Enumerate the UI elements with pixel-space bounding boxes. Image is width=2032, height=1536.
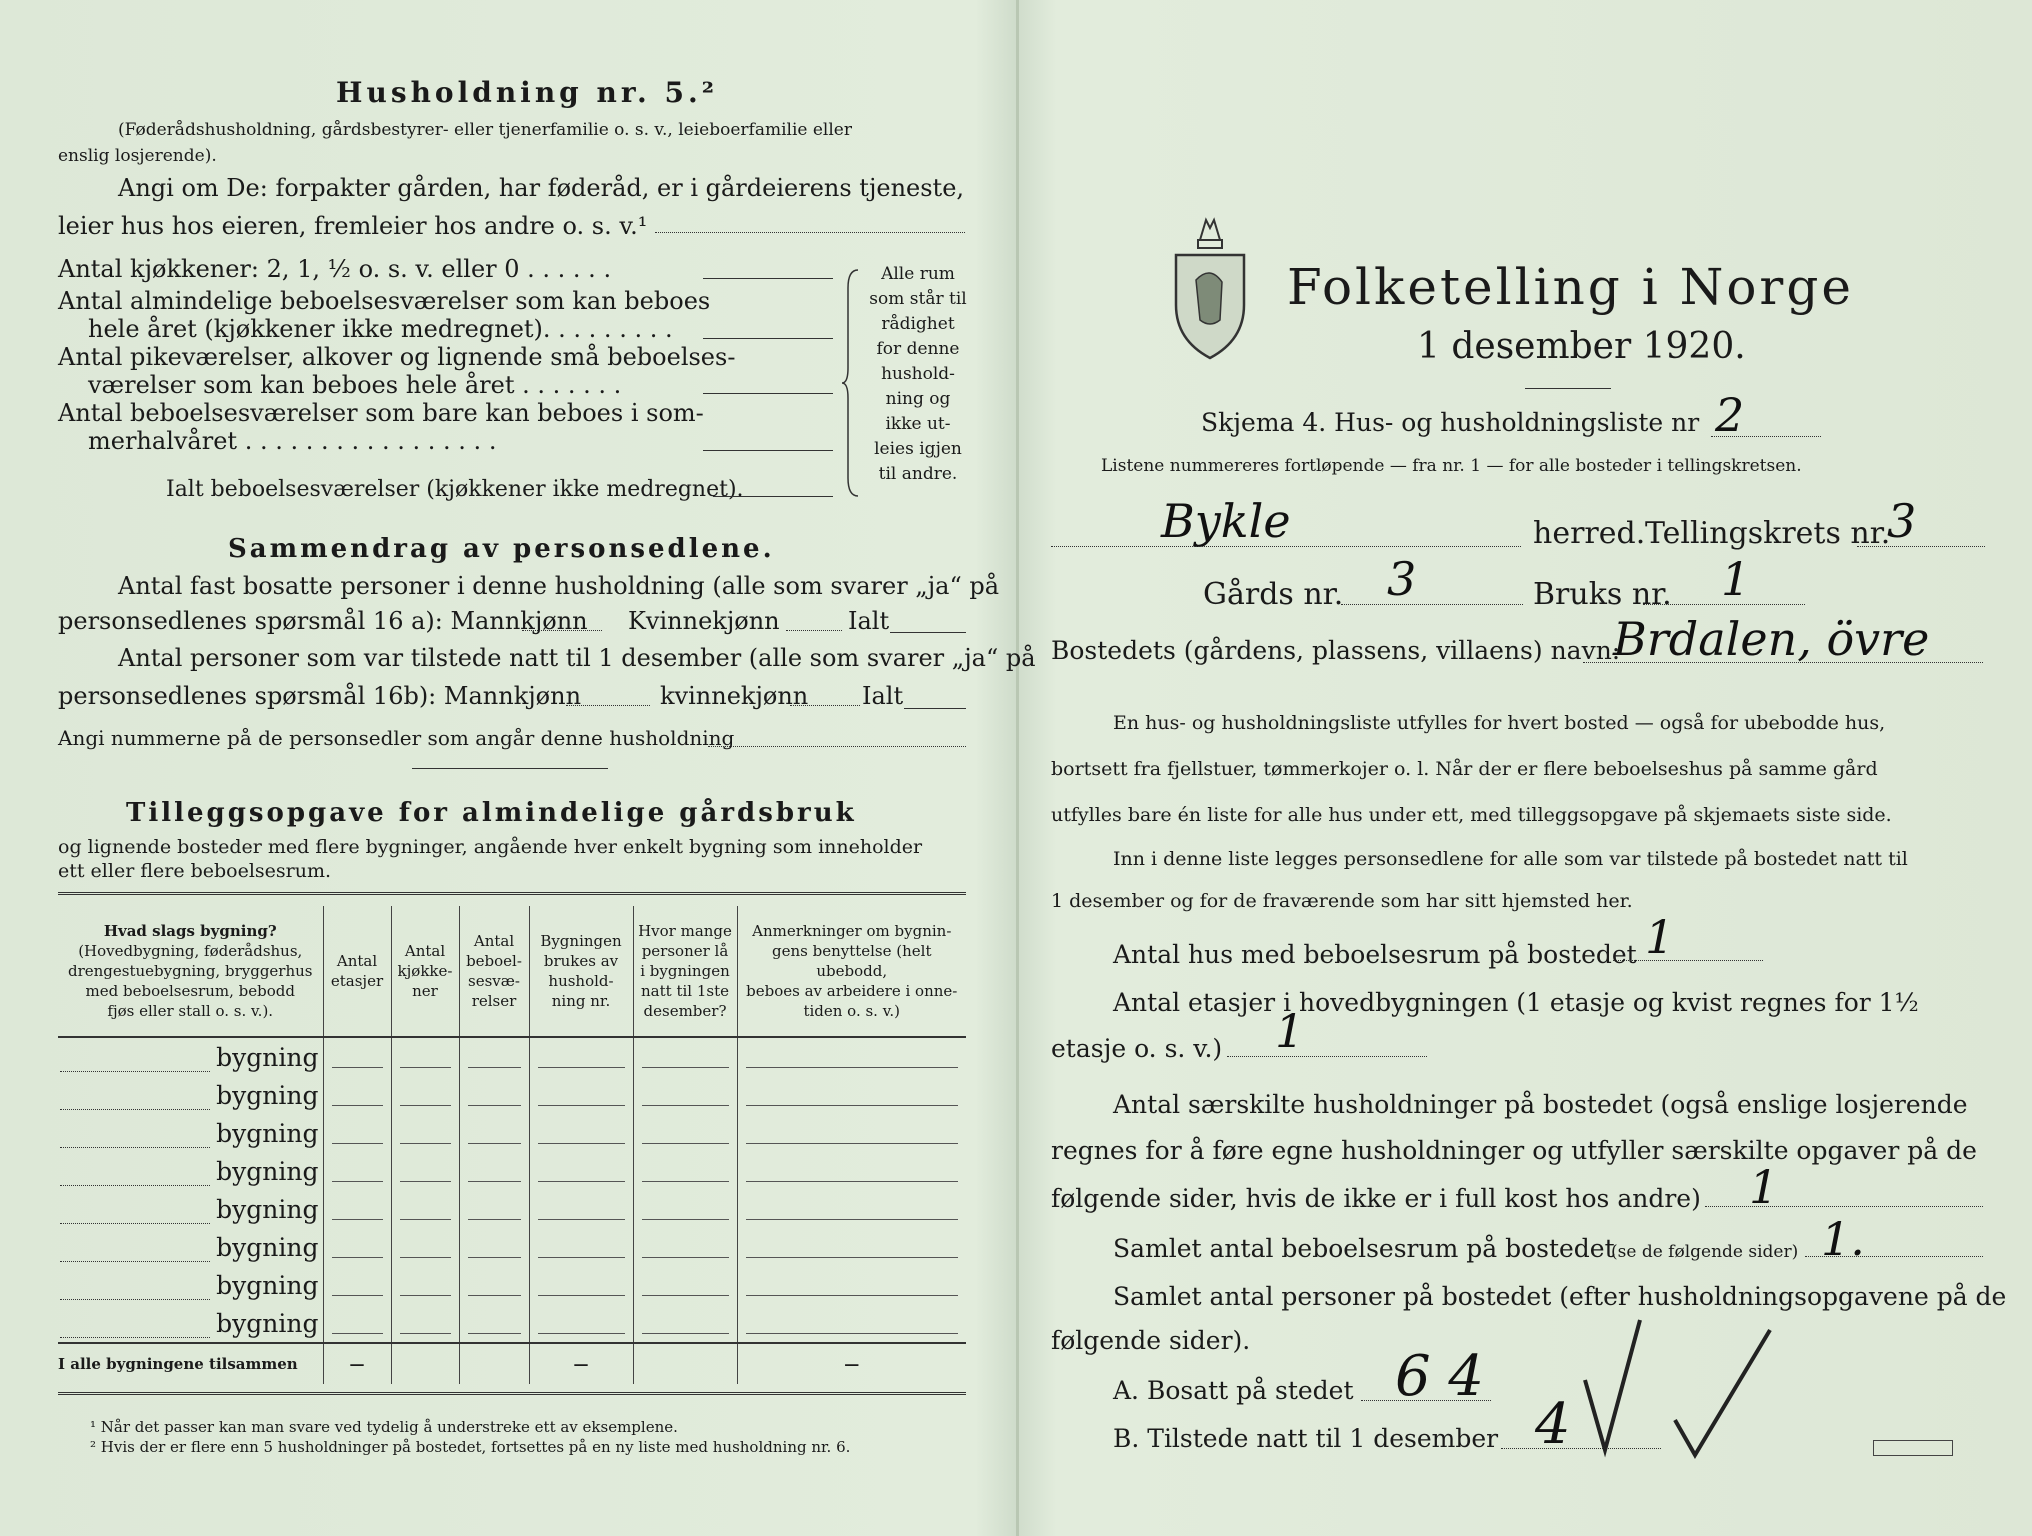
cell-line	[746, 1333, 959, 1334]
col-header-kitchens	[391, 906, 459, 1037]
cell-line	[400, 1181, 451, 1182]
total-row-rooms	[459, 1343, 529, 1384]
cell-line	[538, 1105, 625, 1106]
building-cell[interactable]	[391, 1037, 459, 1076]
building-cell[interactable]	[459, 1266, 529, 1304]
building-type-cell[interactable]	[58, 1190, 323, 1228]
building-cell[interactable]	[737, 1114, 966, 1152]
cell-line	[642, 1105, 729, 1106]
building-cell[interactable]	[391, 1114, 459, 1152]
building-cell[interactable]	[391, 1152, 459, 1190]
households-line[interactable]	[1705, 1206, 1983, 1207]
building-cell[interactable]	[633, 1037, 737, 1076]
total-present-label: Ialt	[862, 682, 904, 710]
floors-label-b: etasje o. s. v.)	[1051, 1034, 1223, 1063]
cell-line	[642, 1067, 729, 1068]
census-date: 1 desember 1920.	[1417, 326, 1746, 367]
household-paren-2: enslig losjerende).	[58, 146, 217, 166]
cell-line	[538, 1219, 625, 1220]
schema-number: 2	[1715, 388, 1745, 442]
building-row	[58, 1037, 966, 1076]
col-header-line: Antal	[404, 942, 446, 960]
building-type-cell[interactable]	[58, 1266, 323, 1304]
cell-line	[468, 1257, 521, 1258]
cell-line	[642, 1143, 729, 1144]
building-type-line[interactable]	[60, 1109, 210, 1110]
houses-label: Antal hus med beboelsesrum på bostedet	[1113, 940, 1637, 969]
col-header-line: brukes av	[543, 952, 619, 970]
cell-line	[746, 1067, 959, 1068]
col-header-line: ning nr.	[551, 992, 611, 1010]
brace-note-line: leies igjen	[874, 439, 962, 459]
persons-label-a: Samlet antal personer på bostedet (efter husholdningsopgavene på de	[1113, 1282, 2007, 1311]
footnote-2: ² Hvis der er flere enn 5 husholdninger på bostedet, fortsettes på en ny liste med husholdning nr. 6.	[90, 1438, 851, 1456]
cell-line	[642, 1295, 729, 1296]
cell-line	[332, 1333, 383, 1334]
building-type-line[interactable]	[60, 1299, 210, 1300]
building-cell[interactable]	[529, 1190, 633, 1228]
building-row	[58, 1266, 966, 1304]
total-label: Ialt	[848, 607, 890, 635]
building-row	[58, 1152, 966, 1190]
cell-line	[746, 1143, 959, 1144]
col-header-line: med beboelsesrum, bebodd	[85, 982, 295, 1000]
angi-line-1: Angi om De: forpakter gården, har føderåd, er i gårdeierens tjeneste,	[118, 174, 965, 202]
total-resident-field[interactable]	[890, 632, 966, 633]
brace-note	[868, 262, 968, 487]
col-header-line: desember?	[643, 1002, 727, 1020]
building-cell[interactable]	[529, 1266, 633, 1304]
col-header-line: natt til 1ste	[641, 982, 729, 1000]
male-present-field[interactable]	[566, 705, 650, 706]
summary-heading: Sammendrag av personsedlene.	[228, 534, 775, 564]
unit-number-label: Bruks nr.	[1533, 577, 1672, 612]
building-cell[interactable]	[459, 1304, 529, 1343]
instructions-line-4: Inn i denne liste legges personsedlene for alle som var tilstede på bostedet natt til	[1113, 848, 1908, 870]
households-value: 1	[1749, 1160, 1779, 1214]
building-type-cell[interactable]	[58, 1076, 323, 1114]
col-header-rooms	[459, 906, 529, 1037]
cell-line	[332, 1257, 383, 1258]
building-type-line[interactable]	[60, 1147, 210, 1148]
col-header-line: Hvad slags bygning?	[103, 922, 277, 940]
col-header-line: beboel-	[466, 952, 522, 970]
col-header-remarks	[737, 906, 966, 1037]
cell-line	[400, 1105, 451, 1106]
summer-rooms-label-a: Antal beboelsesværelser som bare kan beboes i som-	[58, 399, 704, 427]
building-label: bygning	[216, 1118, 319, 1148]
cell-line	[746, 1181, 959, 1182]
building-type-cell[interactable]	[58, 1037, 323, 1076]
persons-label-b: følgende sider).	[1051, 1326, 1251, 1355]
building-type-line[interactable]	[60, 1337, 210, 1338]
cell-line	[538, 1257, 625, 1258]
cell-line	[642, 1333, 729, 1334]
col-header-line: gens benyttelse (helt ubebodd,	[771, 942, 932, 980]
cell-line	[468, 1219, 521, 1220]
cell-line	[468, 1181, 521, 1182]
col-header-line: fjøs eller stall o. s. v.).	[107, 1002, 274, 1020]
district-number: 3	[1887, 494, 1917, 548]
col-header-line: ner	[412, 982, 438, 1000]
building-cell[interactable]	[529, 1076, 633, 1114]
total-row-label: I alle bygningene tilsammen	[58, 1343, 323, 1384]
brace-note-line: rådighet	[881, 314, 955, 334]
building-cell[interactable]	[323, 1076, 391, 1114]
summer-rooms-field[interactable]	[703, 450, 833, 451]
building-label: bygning	[216, 1270, 319, 1300]
kitchens-label: Antal kjøkkener: 2, 1, ½ o. s. v. eller 0 . . . . . .	[58, 255, 612, 283]
schema-number-line[interactable]	[1711, 436, 1821, 437]
building-cell[interactable]	[459, 1037, 529, 1076]
col-header-type	[58, 906, 323, 1037]
building-type-line[interactable]	[60, 1185, 210, 1186]
floors-value: 1	[1275, 1004, 1305, 1058]
building-label: bygning	[216, 1080, 319, 1110]
farm-number-line[interactable]	[1341, 604, 1523, 605]
cell-line	[332, 1105, 383, 1106]
building-cell[interactable]	[323, 1266, 391, 1304]
building-cell[interactable]	[459, 1152, 529, 1190]
building-cell[interactable]	[459, 1114, 529, 1152]
building-label: bygning	[216, 1042, 319, 1072]
total-rooms-right-line[interactable]	[1805, 1256, 1983, 1257]
rooms-label-b: hele året (kjøkkener ikke medregnet). . . . . . . . .	[88, 315, 673, 343]
floors-line[interactable]	[1227, 1056, 1427, 1057]
building-cell[interactable]	[737, 1190, 966, 1228]
cell-line	[332, 1067, 383, 1068]
household-paren-1: (Føderådshusholdning, gårdsbestyrer- eller tjenerfamilie o. s. v., leieboerfamilie eller	[118, 120, 852, 140]
col-header-line: personer lå	[641, 942, 729, 960]
building-cell[interactable]	[391, 1304, 459, 1343]
summary-line-3: Antal personer som var tilstede natt til 1 desember (alle som svarer „ja“ på	[118, 644, 1036, 672]
cell-line	[400, 1295, 451, 1296]
cell-line	[468, 1333, 521, 1334]
total-row-floors: —	[323, 1343, 391, 1384]
place-name-line[interactable]	[1583, 662, 1983, 663]
resident-line[interactable]	[1361, 1400, 1491, 1401]
summary-line-1: Antal fast bosatte personer i denne husholdning (alle som svarer „ja“ på	[118, 572, 1000, 600]
col-header-line: Antal	[336, 952, 378, 970]
cell-line	[400, 1143, 451, 1144]
present-value: 4	[1535, 1392, 1571, 1457]
angi-answer-line[interactable]	[655, 232, 965, 233]
col-header-line: drengestuebygning, bryggerhus	[67, 962, 313, 980]
unit-number: 1	[1721, 552, 1751, 606]
table-top-rule	[58, 892, 966, 895]
col-header-line: Antal	[473, 932, 515, 950]
district-line[interactable]	[1857, 546, 1985, 547]
brace-note-line: ning og	[885, 389, 951, 409]
building-cell[interactable]	[737, 1266, 966, 1304]
male-resident-field[interactable]	[522, 630, 602, 631]
cell-line	[538, 1067, 625, 1068]
summary-line-2: personsedlenes spørsmål 16 a): Mannkjønn	[58, 607, 588, 635]
page-fold	[1016, 0, 1019, 1536]
resident-value: 6 4	[1395, 1344, 1485, 1409]
cell-line	[332, 1295, 383, 1296]
houses-value: 1	[1645, 910, 1675, 964]
households-label-c: følgende sider, hvis de ikke er i full kost hos andre)	[1051, 1184, 1701, 1213]
cell-line	[468, 1295, 521, 1296]
total-rooms-right-note: (se de følgende sider)	[1611, 1242, 1799, 1262]
col-header-line: etasjer	[330, 972, 384, 990]
cell-line	[400, 1333, 451, 1334]
printer-stamp	[1873, 1440, 1953, 1456]
angi-line-2: leier hus hos eieren, fremleier hos andre o. s. v.¹	[58, 212, 648, 240]
cell-line	[468, 1105, 521, 1106]
kitchens-field[interactable]	[703, 278, 833, 279]
building-cell[interactable]	[737, 1076, 966, 1114]
summary-line-4: personsedlenes spørsmål 16b): Mannkjønn	[58, 682, 582, 710]
checkmarks-icon	[1565, 1310, 1805, 1460]
small-rooms-label-b: værelser som kan beboes hele året . . . . . . .	[88, 371, 622, 399]
cell-line	[400, 1067, 451, 1068]
cell-line	[538, 1181, 625, 1182]
building-label: bygning	[216, 1156, 319, 1186]
building-cell[interactable]	[459, 1076, 529, 1114]
building-cell[interactable]	[529, 1114, 633, 1152]
cell-line	[746, 1105, 959, 1106]
cell-line	[468, 1143, 521, 1144]
building-type-cell[interactable]	[58, 1152, 323, 1190]
col-header-line: kjøkke-	[397, 962, 453, 980]
female-label: Kvinnekjønn	[628, 607, 780, 635]
building-cell[interactable]	[529, 1304, 633, 1343]
farm-number: 3	[1387, 552, 1417, 606]
building-cell[interactable]	[391, 1266, 459, 1304]
col-header-line: hushold-	[548, 972, 614, 990]
buildings-table	[58, 906, 966, 1384]
building-row	[58, 1190, 966, 1228]
col-header-line: Hvor mange	[638, 922, 732, 940]
col-header-line: Anmerkninger om bygnin-	[752, 922, 952, 940]
building-cell[interactable]	[391, 1076, 459, 1114]
building-cell[interactable]	[633, 1228, 737, 1266]
norwegian-coat-of-arms-icon	[1170, 210, 1250, 360]
female-resident-field[interactable]	[786, 630, 842, 631]
building-cell[interactable]	[633, 1190, 737, 1228]
rooms-label-a: Antal almindelige beboelsesværelser som kan beboes	[58, 287, 711, 315]
col-header-line: relser	[471, 992, 517, 1010]
brace-note-line: ikke ut-	[885, 414, 951, 434]
building-cell[interactable]	[323, 1037, 391, 1076]
col-header-line: Bygningen	[540, 932, 622, 950]
col-header-line: i bygningen	[640, 962, 730, 980]
table-bottom-rule	[58, 1392, 966, 1395]
numbering-note: Listene nummereres fortløpende — fra nr. 1 — for alle bosteder i tellingskretsen.	[1101, 456, 1802, 476]
instructions-line-5: 1 desember og for de fraværende som har sitt hjemsted her.	[1051, 890, 1633, 912]
footnote-1: ¹ Når det passer kan man svare ved tydelig å understreke ett av eksemplene.	[90, 1418, 678, 1436]
total-present-field[interactable]	[904, 708, 966, 709]
place-name-value: Brdalen, övre	[1613, 612, 1930, 666]
herred-label: herred.	[1533, 516, 1646, 551]
building-type-line[interactable]	[60, 1261, 210, 1262]
total-rooms-field[interactable]	[713, 496, 833, 497]
col-header-line: tiden o. s. v.)	[803, 1002, 901, 1020]
instructions-line-3: utfylles bare én liste for alle hus under ett, med tilleggsopgave på skjemaets siste side.	[1051, 804, 1892, 826]
building-cell[interactable]	[633, 1114, 737, 1152]
cell-line	[332, 1143, 383, 1144]
households-label-b: regnes for å føre egne husholdninger og utfyller særskilte opgaver på de	[1051, 1136, 1977, 1165]
households-label-a: Antal særskilte husholdninger på bostedet (også enslige losjerende	[1113, 1090, 1968, 1119]
cell-line	[746, 1219, 959, 1220]
building-type-cell[interactable]	[58, 1228, 323, 1266]
supplement-heading: Tilleggsopgave for almindelige gårdsbruk	[126, 798, 857, 828]
present-label: B. Tilstede natt til 1 desember	[1113, 1424, 1499, 1453]
building-cell[interactable]	[323, 1114, 391, 1152]
brace-note-line: til andre.	[878, 464, 958, 484]
building-cell[interactable]	[633, 1266, 737, 1304]
total-rooms-label: Ialt beboelsesværelser (kjøkkener ikke medregnet).	[166, 477, 744, 502]
building-cell[interactable]	[737, 1152, 966, 1190]
building-cell[interactable]	[391, 1190, 459, 1228]
col-header-persons	[633, 906, 737, 1037]
schema-label: Skjema 4. Hus- og husholdningsliste nr	[1201, 408, 1700, 437]
small-rooms-field[interactable]	[703, 393, 833, 394]
cell-line	[746, 1257, 959, 1258]
herred-value: Bykle	[1161, 494, 1291, 548]
building-cell[interactable]	[737, 1304, 966, 1343]
building-cell[interactable]	[633, 1304, 737, 1343]
building-cell[interactable]	[633, 1076, 737, 1114]
total-row-remarks: —	[737, 1343, 966, 1384]
building-cell[interactable]	[323, 1304, 391, 1343]
houses-line[interactable]	[1613, 960, 1763, 961]
building-cell[interactable]	[391, 1228, 459, 1266]
building-cell[interactable]	[737, 1228, 966, 1266]
cell-line	[642, 1257, 729, 1258]
cell-line	[332, 1219, 383, 1220]
total-row-persons	[633, 1343, 737, 1384]
cell-line	[746, 1295, 959, 1296]
total-row-kitchens	[391, 1343, 459, 1384]
supplement-line-1: og lignende bosteder med flere bygninger, angående hver enkelt bygning som inneholder	[58, 836, 923, 858]
summary-line-5: Angi nummerne på de personsedler som angår denne husholdning	[58, 726, 735, 750]
rooms-field[interactable]	[703, 338, 833, 339]
building-cell[interactable]	[529, 1152, 633, 1190]
cell-line	[400, 1257, 451, 1258]
building-type-line[interactable]	[60, 1071, 210, 1072]
cell-line	[538, 1295, 625, 1296]
building-label: bygning	[216, 1232, 319, 1262]
female-present-field[interactable]	[790, 705, 860, 706]
cell-line	[538, 1143, 625, 1144]
brace-note-line: Alle rum	[881, 264, 955, 284]
building-label: bygning	[216, 1194, 319, 1224]
building-type-line[interactable]	[60, 1223, 210, 1224]
unit-number-line[interactable]	[1643, 604, 1805, 605]
person-numbers-field[interactable]	[708, 746, 966, 747]
district-label: Tellingskrets nr.	[1645, 516, 1891, 551]
farm-number-label: Gårds nr.	[1203, 577, 1344, 612]
col-header-household	[529, 906, 633, 1037]
brace-note-line: hushold-	[881, 364, 955, 384]
building-cell[interactable]	[323, 1228, 391, 1266]
brace-note-line: som står til	[869, 289, 967, 309]
cell-line	[468, 1067, 521, 1068]
section-divider	[412, 768, 608, 769]
building-cell[interactable]	[323, 1190, 391, 1228]
col-header-line: (Hovedbygning, føderådshus,	[78, 942, 303, 960]
supplement-line-2: ett eller flere beboelsesrum.	[58, 860, 332, 882]
building-cell[interactable]	[529, 1228, 633, 1266]
col-header-line: beboes av arbeidere i onne-	[746, 982, 958, 1000]
brace-note-line: for denne	[876, 339, 960, 359]
building-cell[interactable]	[459, 1228, 529, 1266]
building-row	[58, 1304, 966, 1343]
building-type-cell[interactable]	[58, 1304, 323, 1343]
building-label: bygning	[216, 1308, 319, 1338]
building-row	[58, 1228, 966, 1266]
floors-label-a: Antal etasjer i hovedbygningen (1 etasje og kvist regnes for 1½	[1113, 988, 1919, 1017]
building-type-cell[interactable]	[58, 1114, 323, 1152]
cell-line	[642, 1181, 729, 1182]
cell-line	[332, 1181, 383, 1182]
building-cell[interactable]	[737, 1037, 966, 1076]
cell-line	[400, 1219, 451, 1220]
total-rooms-right-value: 1.	[1821, 1212, 1865, 1266]
col-header-line: sesvæ-	[468, 972, 520, 990]
building-row	[58, 1076, 966, 1114]
census-title: Folketelling i Norge	[1287, 258, 1854, 316]
building-cell[interactable]	[323, 1152, 391, 1190]
place-name-label: Bostedets (gårdens, plassens, villaens) navn:	[1051, 636, 1621, 665]
household-title: Husholdning nr. 5.²	[336, 76, 719, 109]
building-cell[interactable]	[459, 1190, 529, 1228]
summer-rooms-label-b: merhalvåret . . . . . . . . . . . . . . . . .	[88, 427, 497, 455]
brace-icon	[842, 268, 862, 498]
resident-label: A. Bosatt på stedet	[1113, 1376, 1354, 1405]
col-header-floors	[323, 906, 391, 1037]
total-row-household: —	[529, 1343, 633, 1384]
total-rooms-right-label: Samlet antal beboelsesrum på bostedet	[1113, 1234, 1615, 1263]
cell-line	[642, 1219, 729, 1220]
title-divider	[1525, 388, 1611, 389]
right-page	[1025, 0, 2032, 1536]
instructions-line-2: bortsett fra fjellstuer, tømmerkojer o. l. Når der er flere beboelseshus på samme gård	[1051, 758, 1878, 780]
cell-line	[538, 1333, 625, 1334]
herred-line[interactable]	[1051, 546, 1521, 547]
instructions-line-1: En hus- og husholdningsliste utfylles for hvert bosted — også for ubebodde hus,	[1113, 712, 1886, 734]
building-cell[interactable]	[529, 1037, 633, 1076]
small-rooms-label-a: Antal pikeværelser, alkover og lignende små beboelses-	[58, 343, 736, 371]
female-present-label: kvinnekjønn	[660, 682, 809, 710]
building-cell[interactable]	[633, 1152, 737, 1190]
building-row	[58, 1114, 966, 1152]
